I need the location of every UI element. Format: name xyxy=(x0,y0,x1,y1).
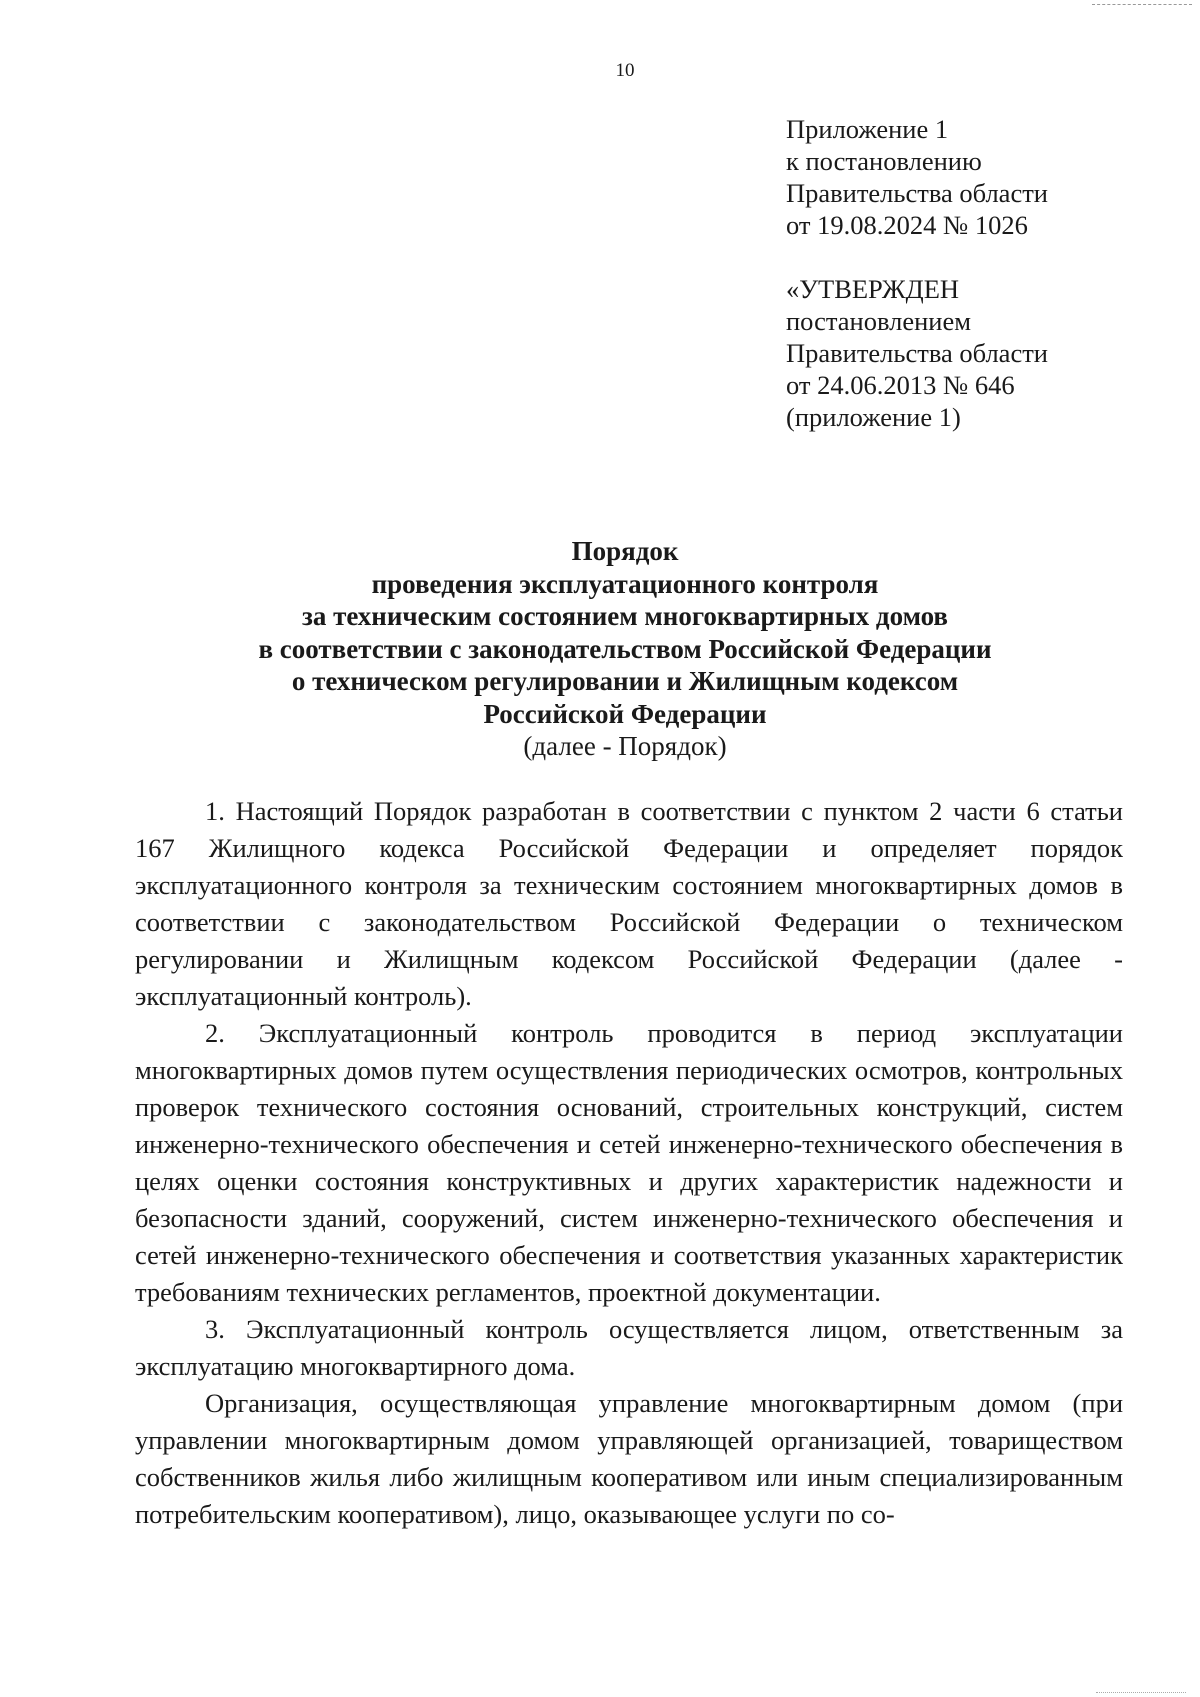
appendix-line: к постановлению xyxy=(786,146,982,176)
approved-line: «УТВЕРЖДЕН xyxy=(786,274,960,304)
appendix-line: от 19.08.2024 № 1026 xyxy=(786,210,1028,240)
title-line: за техническим состоянием многоквартирных домов xyxy=(301,601,949,631)
title-line: о техническом регулировании и Жилищным кодексом xyxy=(291,666,959,696)
title-line: проведения эксплуатационного контроля xyxy=(371,568,879,599)
document-title xyxy=(130,535,1120,763)
title-line: Порядок xyxy=(571,536,679,566)
approved-line: (приложение 1) xyxy=(786,402,961,432)
document-body xyxy=(135,793,1123,1533)
paragraph-4: Организация, осуществляющая управление многоквартирным домом (при управлении многоквартирным домом управляющей организацией, товариществом собственников жилья либо жилищным кооперативом или иным специализированным потребительским кооперативом), лицо, оказывающее услуги по со- xyxy=(135,1388,1123,1529)
approved-line: Правительства области xyxy=(786,338,1048,368)
appendix-header xyxy=(786,113,1048,241)
title-line: Российской Федерации xyxy=(483,698,767,729)
scan-edge-mark-bottom xyxy=(1096,1692,1186,1697)
page-number: 10 xyxy=(615,60,635,81)
approved-line: постановлением xyxy=(786,306,971,336)
scan-edge-mark xyxy=(1092,0,1192,5)
title-subtitle: (далее - Порядок) xyxy=(523,731,727,761)
approved-header xyxy=(786,273,1048,433)
paragraph-3: 3. Эксплуатационный контроль осуществляется лицом, ответственным за эксплуатацию многоквартирного дома. xyxy=(135,1314,1123,1381)
approved-line: от 24.06.2013 № 646 xyxy=(786,370,1015,400)
paragraph-1: 1. Настоящий Порядок разработан в соответствии с пунктом 2 части 6 статьи 167 Жилищного кодекса Российской Федерации и определяет порядок эксплуатационного контроля за техническим состоянием многоквартирных домов в соответствии с законодательством Российской Федерации о техническом регулировании и Жилищным кодексом Российской Федерации (далее - эксплуатационный контроль). xyxy=(135,796,1123,1011)
appendix-line: Приложение 1 xyxy=(786,114,949,144)
paragraph-2: 2. Эксплуатационный контроль проводится в период эксплуатации многоквартирных домов путем осуществления периодических осмотров, контрольных проверок технического состояния оснований, строительных конструкций, систем инженерно-технического обеспечения и сетей инженерно-технического обеспечения в целях оценки состояния конструктивных и других характеристик надежности и безопасности зданий, сооружений, систем инженерно-технического обеспечения и сетей инженерно-технического обеспечения и соответствия указанных характеристик требованиям технических регламентов, проектной документации. xyxy=(135,1018,1123,1307)
appendix-line: Правительства области xyxy=(786,178,1048,208)
title-line: в соответствии с законодательством Российской Федерации xyxy=(258,633,992,664)
